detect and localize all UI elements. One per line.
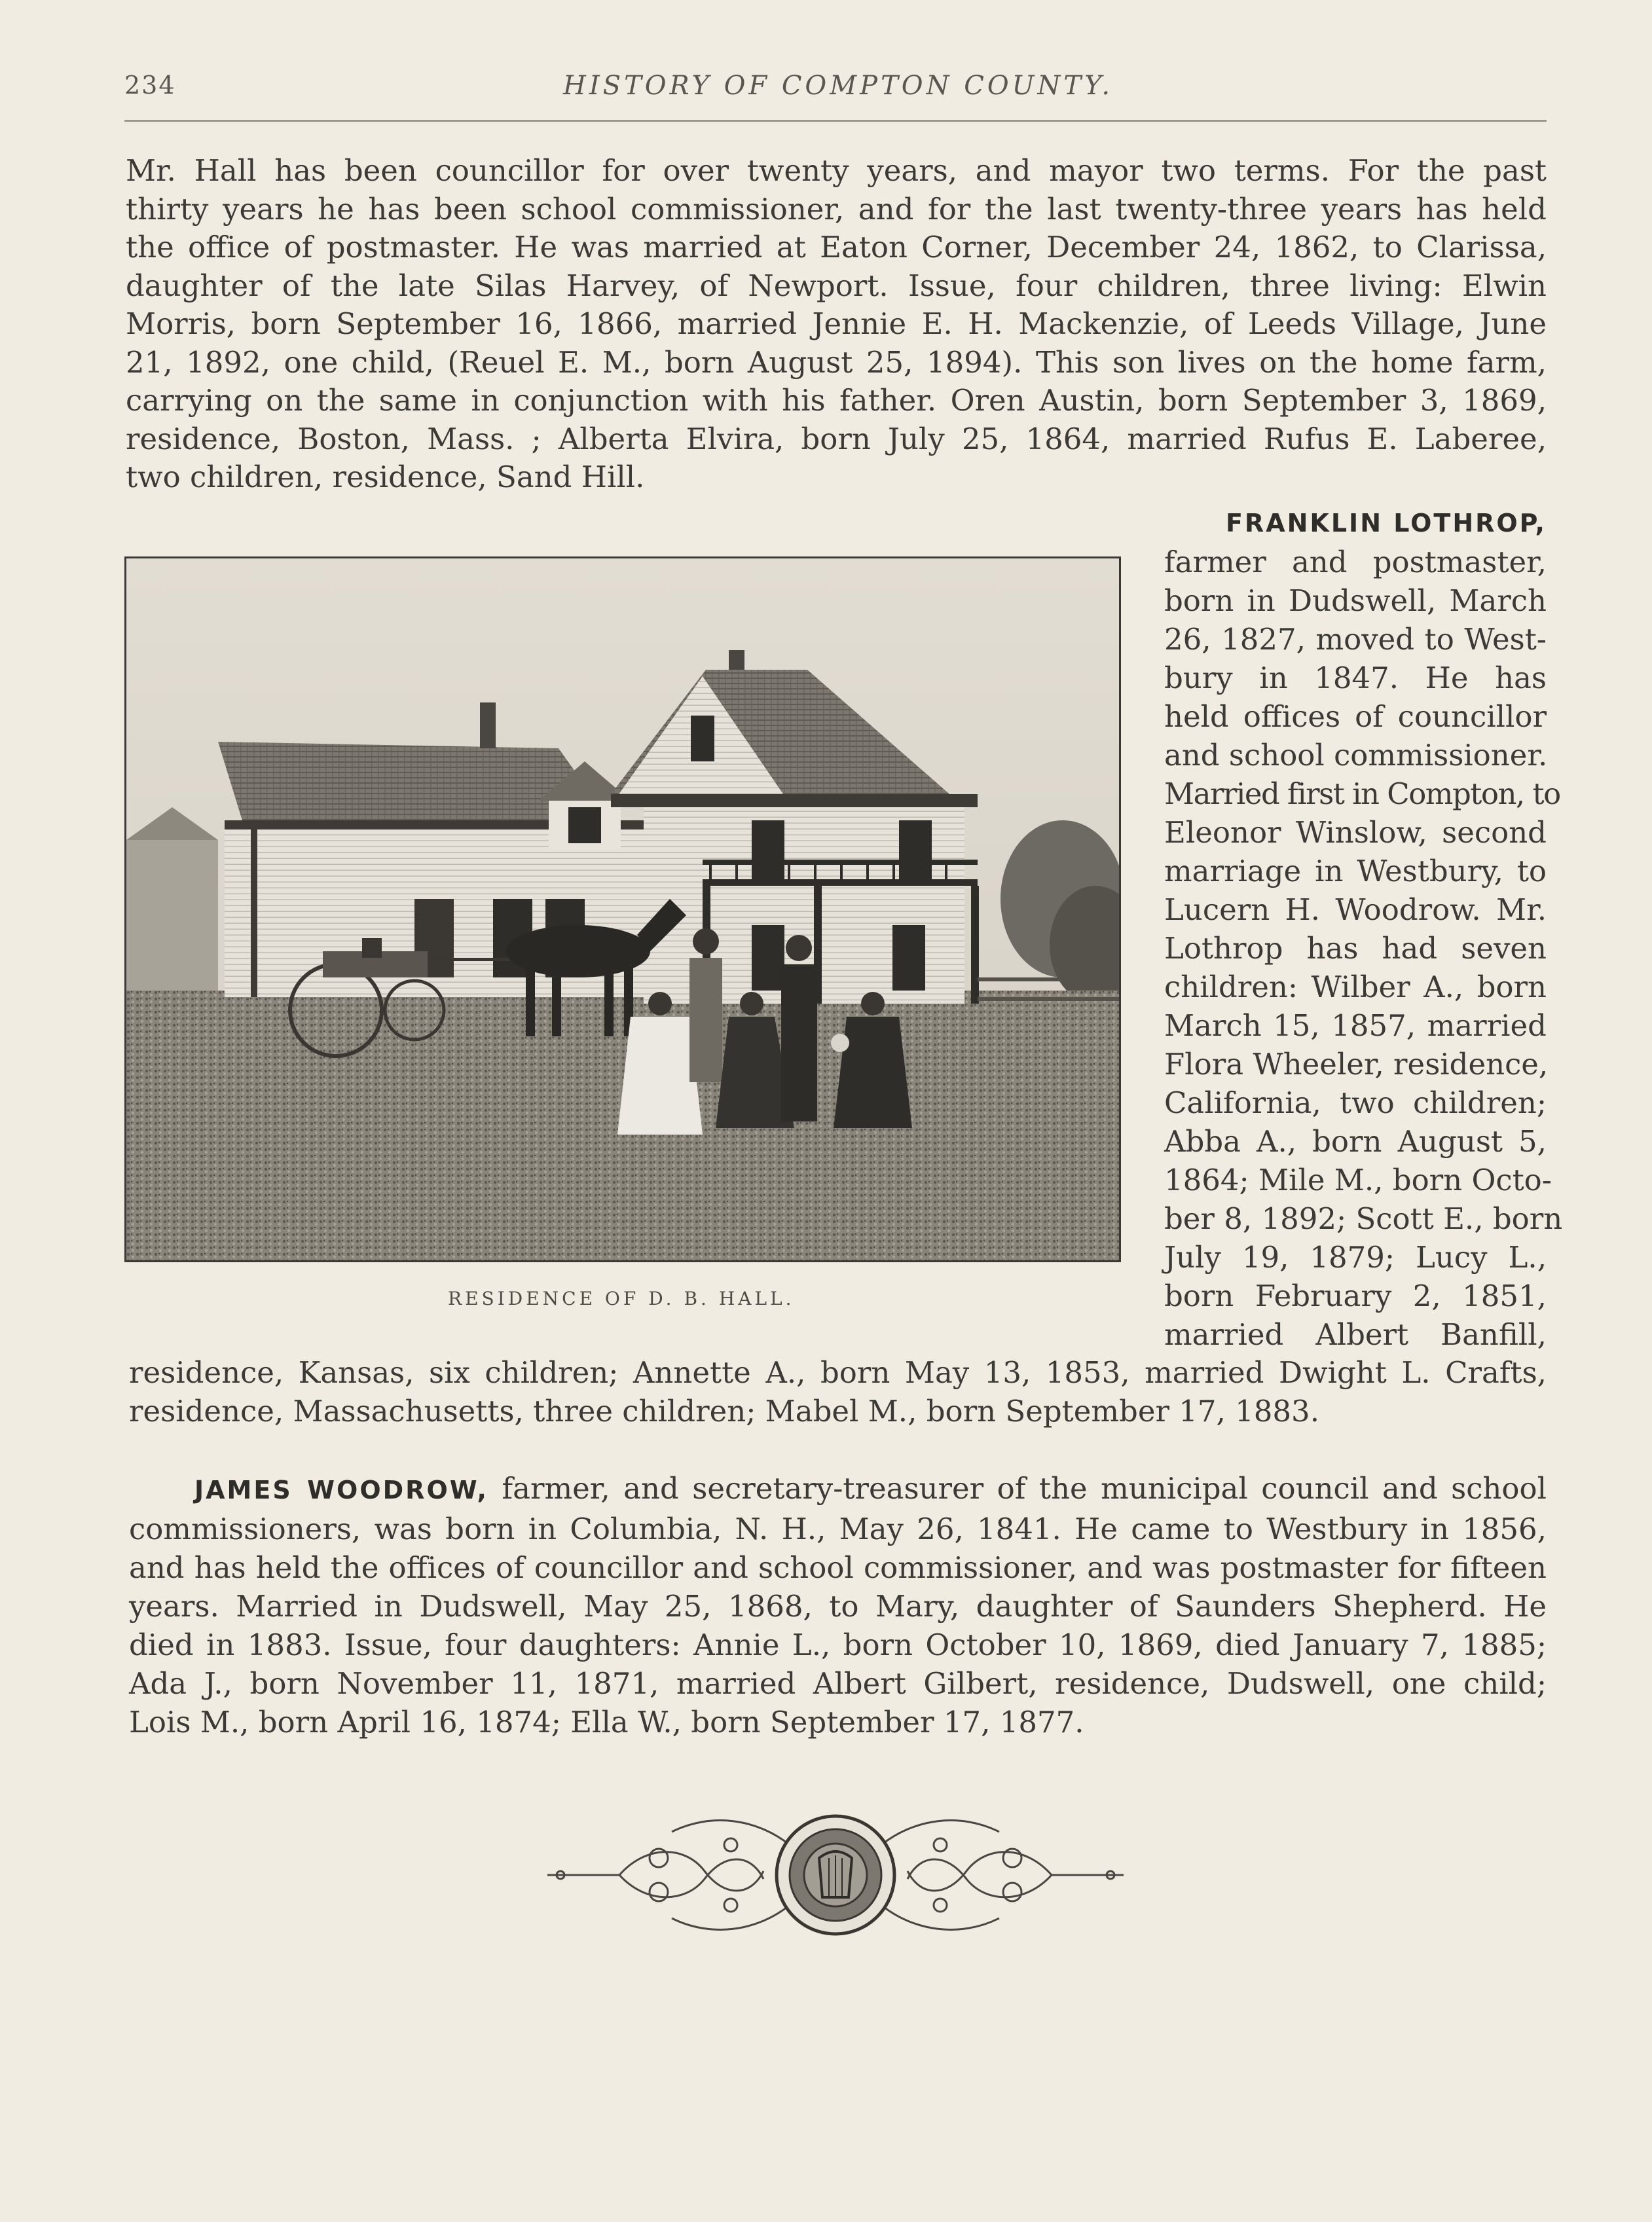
- text-line: 21, 1892, one child, (Reuel E. M., born August 25, 1894). This son lives on the home farm,: [126, 344, 1547, 380]
- text-line: commissioners, was born in Columbia, N. H., May 26, 1841. He came to Westbury in 1856,: [129, 1512, 1547, 1546]
- lothrop-name: FRANKLIN LOTHROP,: [1225, 509, 1547, 537]
- text-line: residence, Kansas, six children; Annette A., born May 13, 1853, married Dwight L. Crafts,: [129, 1355, 1547, 1390]
- text-line: ber 8, 1892; Scott E., born: [1164, 1201, 1563, 1236]
- text-line: Lothrop has had seven: [1164, 931, 1547, 966]
- woodrow-name: JAMES WOODROW,: [194, 1476, 488, 1504]
- running-title: HISTORY OF COMPTON COUNTY.: [563, 71, 1114, 101]
- text-line: thirty years he has been school commissioner, and for the last twenty-three years has held: [126, 191, 1547, 227]
- text-line: Ada J., born November 11, 1871, married Albert Gilbert, residence, Dudswell, one child;: [129, 1666, 1547, 1701]
- text-line: July 19, 1879; Lucy L.,: [1164, 1240, 1547, 1275]
- text-line: Mr. Hall has been councillor for over twenty years, and mayor two terms. For the past: [126, 153, 1547, 188]
- lothrop-column: [1164, 502, 1563, 1354]
- text-line: 1864; Mile M., born Octo-: [1164, 1163, 1552, 1197]
- ornamental-tailpiece: [541, 1806, 1130, 1944]
- house-photo-illustration: [126, 558, 1119, 1260]
- text-line: years. Married in Dudswell, May 25, 1868, to Mary, daughter of Saunders Shepherd. He: [129, 1589, 1547, 1624]
- text-line: died in 1883. Issue, four daughters: Annie L., born October 10, 1869, died January 7, 1885;: [129, 1628, 1547, 1662]
- photo-caption: RESIDENCE OF D. B. HALL.: [448, 1288, 795, 1309]
- text-line: Lucern H. Woodrow. Mr.: [1164, 892, 1547, 927]
- paragraph-hall-continued: [126, 152, 1547, 497]
- text-segment: farmer, and secretary-treasurer of the municipal council and school: [488, 1471, 1547, 1506]
- text-line: residence, Boston, Mass. ; Alberta Elvira, born July 25, 1864, married Rufus E. Laberee,: [126, 421, 1547, 456]
- text-line: children: Wilber A., born: [1164, 970, 1547, 1004]
- text-line: Abba A., born August 5,: [1164, 1124, 1547, 1159]
- text-line: held offices of councillor: [1164, 699, 1547, 734]
- text-line: bury in 1847. He has: [1164, 661, 1547, 695]
- paragraph-woodrow: [129, 1469, 1547, 1741]
- lothrop-continued: [129, 1354, 1547, 1430]
- text-line: born in Dudswell, March: [1164, 583, 1547, 618]
- text-line: carrying on the same in conjunction with his father. Oren Austin, born September 3, 1869,: [126, 383, 1547, 418]
- text-line: married Albert Banfill,: [1164, 1317, 1547, 1352]
- text-line: Flora Wheeler, residence,: [1164, 1047, 1549, 1082]
- text-line: California, two children;: [1164, 1085, 1547, 1120]
- text-line: daughter of the late Silas Harvey, of Newport. Issue, four children, three living: Elwin: [126, 268, 1547, 303]
- text-line: 26, 1827, moved to West-: [1164, 622, 1547, 657]
- text-line: the office of postmaster. He was married at Eaton Corner, December 24, 1862, to Clarissa,: [126, 230, 1547, 264]
- text-line: two children, residence, Sand Hill.: [126, 460, 645, 494]
- text-line: Married first in Compton, to: [1164, 776, 1560, 811]
- page-number: 234: [124, 71, 176, 100]
- text-line: Morris, born September 16, 1866, married Jennie E. H. Mackenzie, of Leeds Village, June: [126, 306, 1547, 341]
- text-line: residence, Massachusetts, three children; Mabel M., born September 17, 1883.: [129, 1393, 1319, 1429]
- text-line: marriage in Westbury, to: [1164, 854, 1547, 888]
- text-line: born February 2, 1851,: [1164, 1279, 1547, 1313]
- text-line: Eleonor Winslow, second: [1164, 815, 1547, 850]
- text-line: and school commissioner.: [1164, 738, 1548, 773]
- text-line: and has held the offices of councillor and school commissioner, and was postmaster for fifteen: [129, 1550, 1547, 1585]
- text-line: farmer and postmaster,: [1164, 545, 1547, 579]
- header-rule: [124, 120, 1547, 122]
- text-line: March 15, 1857, married: [1164, 1008, 1547, 1043]
- residence-photo: [124, 556, 1121, 1262]
- text-line: Lois M., born April 16, 1874; Ella W., born September 17, 1877.: [129, 1705, 1084, 1739]
